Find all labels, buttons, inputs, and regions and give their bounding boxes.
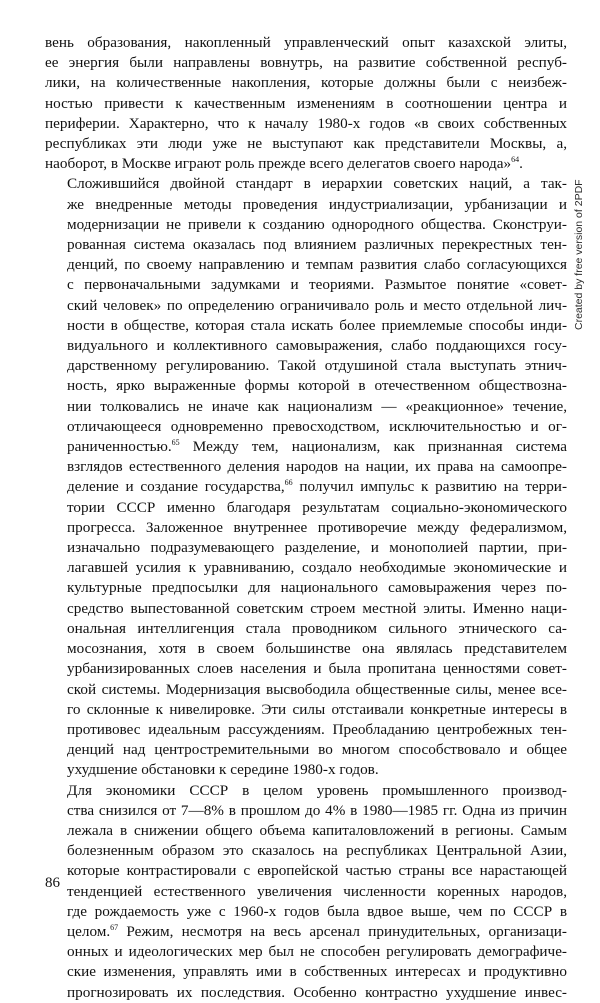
text-line: дарственному регулированию. Такой отдушиной стала выступать этнич- (67, 357, 567, 375)
text-line: ства снизился от 7—8% в прошлом до 4% в 1980—1985 гг. Одна из причин (67, 801, 567, 819)
text-line: нии толковались не иначе как национализм — «реакционное» течение, (67, 397, 567, 415)
text-line: вень образования, накопленный управленческий опыт казахской элиты, (45, 34, 567, 51)
paragraph-1 (45, 33, 567, 174)
text-line: ее энергия были направлены вовнутрь, на развитие собственной респуб- (45, 54, 567, 72)
text-line: ухудшение обстановки к середине 1980-х годов. (67, 761, 379, 779)
text-line: отличающееся одновременно превосходством, исключительностью и ог- (67, 417, 567, 435)
text-line: взглядов естественного деления народов на нации, их права на самоопре- (67, 458, 567, 476)
text-line: средство выпестованной советским строем местной элиты. Именно наци- (67, 599, 567, 617)
footnote-marker[interactable]: 65 (171, 438, 180, 448)
text-fragment: получил импульс к развитию на терри- (292, 478, 567, 496)
text-line: рованная система оказалась под влиянием различных перекрестных тен- (67, 236, 567, 254)
text-line: прогресса. Заложенное внутреннее противоречие между федерализмом, (67, 518, 567, 536)
text-line: лежала в снижении общего объема капиталовложений в регионы. Самым (67, 821, 567, 839)
footnote-marker[interactable]: 66 (284, 478, 293, 488)
page-body (45, 33, 567, 1003)
text-line (45, 477, 567, 497)
text-line: культурные предпосылки для национального самовыражения через по- (67, 579, 567, 597)
text-fragment: Режим, несмотря на весь арсенал принудительных, организаци- (118, 922, 567, 940)
text-line: болезненным образом это сказалось на республиках Центральной Азии, (67, 842, 567, 860)
text-line: ностью привести к качественным изменениям в соотношении центра и (45, 94, 567, 112)
text-line: Сложившийся двойной стандарт в иерархии советских наций, а так- (67, 175, 567, 193)
text-line: тенденцией естественного увеличения численности коренных народов, (67, 882, 567, 900)
text-line: которые контрастировали с европейской частью страны все нарастающей (67, 862, 567, 880)
text-line: где рождаемость уже с 1960-х годов была вдвое выше, чем по СССР в (67, 902, 567, 920)
text-line: ские изменения, управлять ими в собственных интересах и продуктивно (67, 963, 567, 981)
text-line: лики, на количественные накопления, которые должны были с неизбеж- (45, 74, 567, 92)
text-line: видуального и коллективного самовыражения, слабо поддающихся госу- (67, 337, 567, 355)
text-fragment: целом. (67, 922, 111, 940)
text-line: денций над центростремительными во многом способствовало и общее (67, 741, 567, 759)
text-line: Для экономики СССР в целом уровень промышленного производ- (67, 781, 567, 799)
text-line: денций, по своему направлению и темпам развития слабо согласующихся (67, 256, 567, 274)
text-line: ональная интеллигенция стала проводником сильного этнического са- (67, 619, 567, 637)
text-line: тории СССР именно благодаря результатам социально-экономического (67, 498, 567, 516)
text-line: лагавшей усилия к уравниванию, создало необходимые экономические и (67, 559, 567, 577)
text-line: изначально подразумевающего разделение, и монополией партии, при- (67, 539, 567, 557)
text-line: урбанизированных слоев населения и была пропитана ценностями совет- (67, 660, 567, 678)
footnote-marker[interactable]: 64 (511, 155, 520, 165)
paragraph-3 (45, 781, 567, 1003)
text-line: республиках эти люди уже не выступают как представители Москвы, а, (45, 135, 567, 153)
text-fragment: Между тем, национализм, как признанная система (179, 438, 567, 456)
text-line: прогнозировать их последствия. Особенно контрастно ухудшение инвес- (67, 983, 567, 1001)
text-line: ский человек» по определению ограничивало роль и место отдельной лич- (67, 296, 567, 314)
text-fragment: деление и создание государства, (67, 478, 285, 496)
text-fragment: . (519, 155, 523, 173)
text-line: периферии. Характерно, что к началу 1980-х годов «в своих собственных (45, 114, 567, 132)
text-line: ности в обществе, которая стала искать более приемлемые способы инди- (67, 316, 567, 334)
page-number: 86 (45, 875, 60, 891)
text-fragment: раниченностью. (67, 438, 172, 456)
text-line: же внедренные методы проведения индустриализации, урбанизации и (67, 195, 567, 213)
text-line: ской системы. Модернизация высвободила общественные силы, менее все- (67, 680, 567, 698)
text-line: ность, ярко выраженные формы которой в отечественном обществозна- (67, 377, 567, 395)
text-line (45, 154, 567, 174)
watermark-text: Created by free version of 2PDF (573, 179, 585, 330)
text-line: с первоначальными задумками и теориями. Размытое понятие «совет- (67, 276, 567, 294)
text-line (45, 922, 567, 942)
text-line (45, 437, 567, 457)
footnote-marker[interactable]: 67 (110, 922, 119, 932)
text-line: противовес идеальным рассуждениям. Преобладанию центробежных тен- (67, 720, 567, 738)
paragraph-2 (45, 174, 567, 780)
text-line: го склонные к нивелировке. Эти силы отстаивали конкретные интересы в (67, 700, 567, 718)
text-line: модернизации не привели к созданию однородного общества. Сконструи- (67, 215, 567, 233)
text-fragment: наоборот, в Москве играют роль прежде всего делегатов своего народа» (45, 155, 512, 173)
text-line: мосознания, хотя в своем большинстве она являлась представителем (67, 640, 567, 658)
text-line: онных и идеологических мер был не способен регулировать демографиче- (67, 943, 567, 961)
